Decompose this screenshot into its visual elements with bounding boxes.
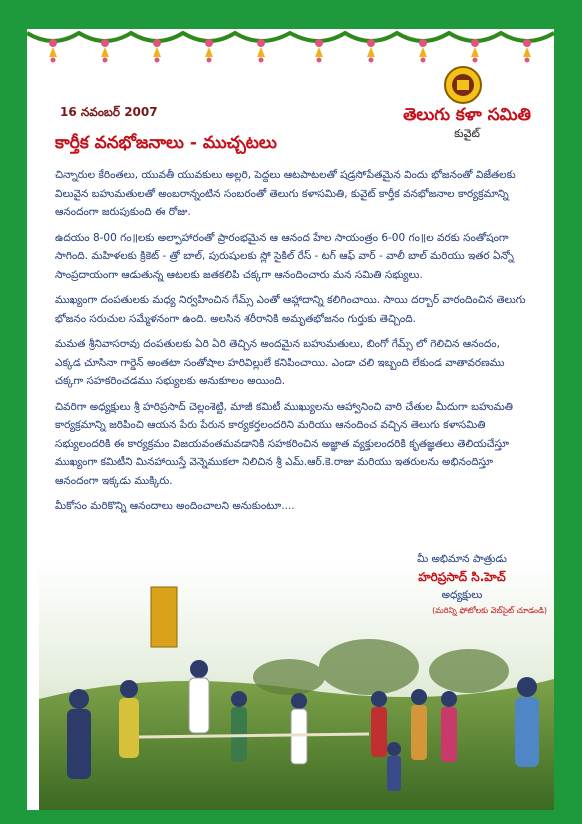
signer-role: అధ్యక్షులు — [441, 589, 483, 601]
paragraph: చివరిగా అధ్యక్షులు శ్రీ హరిప్రసాద్ చెల్లంశెట్టి, మాజీ కమిటీ ముఖ్యులను ఆహ్వానించి వారి చేతుల మీదుగా బహుమతి కార్యక్రమాన్ని జరిపించి ఆయన పేరు పేరున కార్యకర్తలందరిని మరియు ఆనందించ వచ్చిన తెలుగు కళాసమితి సభ్యులందరికి ఈ కార్యక్రమం విజయవంతమవడానికి సహకరించిన అజ్ఞాత వ్యక్తులందరికి కృతజ్ఞతలు తెలియచేస్తూ ముఖ్యంగా కమిటీని మినహాయిస్తే వెన్నెముకలా నిలిచిన శ్రీ ఎమ్.ఆర్.కె.రాజు మరియు ఇతరులను అభినందిస్తూ ఆనందంగా ఇక్కడు ముక్కిరు. — [55, 400, 514, 487]
letter-date: 16 నవంబర్ 2007 — [60, 105, 158, 119]
org-place: కువైట్ — [454, 127, 480, 140]
closing-line: మీ అభిమాన పాత్రుడు — [417, 553, 507, 565]
letter-sheet — [27, 29, 554, 810]
paragraph: చిన్నారుల కేరింతలు, యువతీ యువకులు అల్లరి, పెద్దలు ఆటపాటలతో షడ్రసోపేతమైన విందు భోజనంతో విజేతలకు విలువైన బహుమతులతో అంబరాన్నంటిన సంబరంతో తెలుగు కళాసమితి, కువైట్ కార్తీక వనభోజనాల కార్యక్రమాన్ని ఆనందంగా జరుపుకుంది ఈ రోజు. — [55, 169, 516, 218]
paragraph: ముఖ్యంగా దంపతులకు మధ్య నిర్వహించిన గేమ్స్ ఎంతో ఆహ్లాదాన్ని కలిగించాయి. సాయి దర్బార్ వారందించిన తెలుగు భోజనం సరుచుల సమ్మేళనంగా ఉంది. అలసిన శరీరానికి అమృతభోజనం గుర్తుకు తెచ్చింది. — [55, 294, 526, 325]
paragraph: ఉదయం 8-00 గం॥లకు అల్పాహారంతో ప్రారంభమైన ఆ ఆనంద హేల సాయంత్రం 6-00 గం॥ల వరకు సంతోషంగా సాగింది. మహిళలకు క్రికెట్ - త్రో బాల్, పురుషులకు స్లో సైకిల్ రేస్ - టగ్ ఆఫ్ వార్ - వాలీ బాల్ మరియు ఇతర ఏన్నో సాంప్రదాయంగా ఆడుతున్న ఆటలకు జతకలిపి చక్కగా ఆనందించారు మన సమితి సభ్యులు. — [55, 231, 514, 281]
org-name: తెలుగు కళా సమితి — [403, 105, 531, 125]
photos-note: (మరిన్ని ఫోటోలకు వెబ్‌సైట్ చూడండి) — [432, 606, 547, 615]
letter-body — [55, 166, 527, 523]
signoff — [387, 550, 537, 604]
org-logo-icon — [443, 65, 483, 105]
paragraph: మమత శ్రీనివాసరావు దంపతులకు ఏరి ఏరి తెచ్చిన అందమైన బహుమతులు, బింగో గేమ్స్ లో గెలిచిన ఆనందం, ఎక్కడ చూసినా గార్డెన్ అంతటా సంతోషాల హరివిల్లులే కనిపించాయి. ఎండా చలి ఇబ్బంది లేకుండ వాతావరణము చక్కగా సహకరించడము సభ్యులకు అనుకూలం అయింది. — [55, 338, 505, 387]
headline: కార్తీక వనభోజనాలు - ముచ్చటలు — [55, 133, 277, 153]
signer-name: హరిప్రసాద్ సి.హెచ్ — [418, 570, 506, 584]
paragraph: మీకోసం మరికొన్ని ఆనందాలు అందించాలని అనుకుంటూ.... — [55, 500, 295, 512]
